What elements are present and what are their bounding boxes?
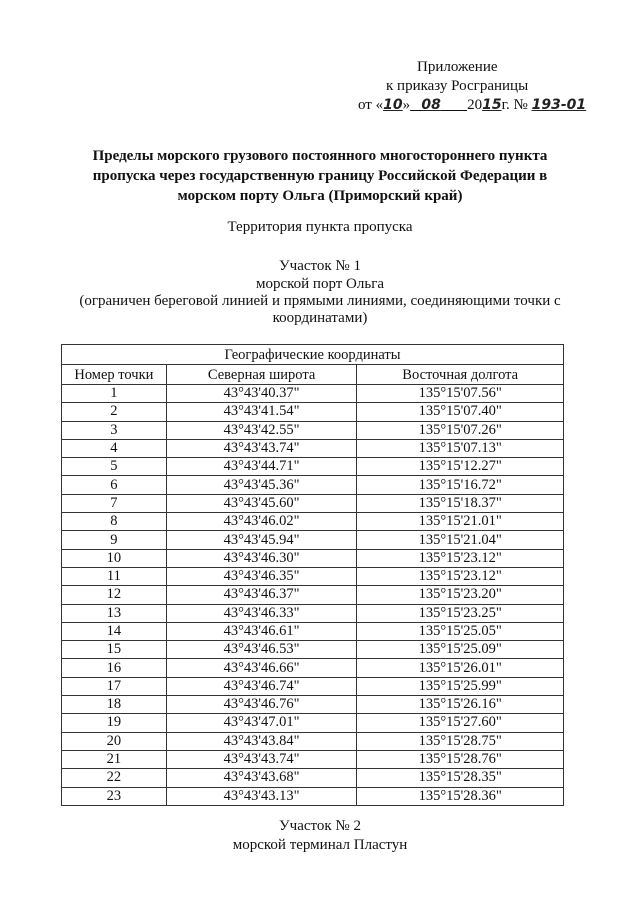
table-row (62, 476, 564, 494)
latitude-cell: 43°43'46.37" (166, 586, 357, 604)
latitude-cell: 43°43'43.13" (166, 787, 357, 805)
table-row (62, 549, 564, 567)
longitude-cell: 135°15'23.25" (357, 604, 564, 622)
point-number-cell: 2 (62, 403, 167, 421)
handwritten-day: 10 (383, 97, 403, 113)
column-header-longitude: Восточная долгота (357, 365, 564, 385)
section1-name: морской порт Ольга (255, 276, 385, 292)
latitude-cell: 43°43'40.37" (166, 385, 357, 403)
longitude-cell: 135°15'07.56" (357, 385, 564, 403)
longitude-cell: 135°15'07.26" (357, 421, 564, 439)
longitude-cell: 135°15'26.16" (357, 696, 564, 714)
longitude-cell: 135°15'23.20" (357, 586, 564, 604)
coordinates-table (61, 344, 564, 806)
latitude-cell: 43°43'46.74" (166, 677, 357, 695)
latitude-cell: 43°43'41.54" (166, 403, 357, 421)
table-row (62, 696, 564, 714)
table-row (62, 659, 564, 677)
point-number-cell: 3 (62, 421, 167, 439)
point-number-cell: 21 (62, 750, 167, 768)
group-header: Географические координаты (62, 345, 564, 365)
point-number-cell: 15 (62, 641, 167, 659)
point-number-cell: 12 (62, 586, 167, 604)
point-number-cell: 9 (62, 531, 167, 549)
title-line-2: пропуска через государственную границу Российской Федерации в (92, 168, 548, 184)
number-prefix: г. № (501, 97, 528, 113)
latitude-cell: 43°43'44.71" (166, 458, 357, 476)
point-number-cell: 5 (62, 458, 167, 476)
table-row (62, 513, 564, 531)
latitude-cell: 43°43'42.55" (166, 421, 357, 439)
longitude-cell: 135°15'21.01" (357, 513, 564, 531)
year-prefix: 20 (467, 97, 483, 113)
latitude-cell: 43°43'46.66" (166, 659, 357, 677)
longitude-cell: 135°15'23.12" (357, 567, 564, 585)
table-row (62, 769, 564, 787)
point-number-cell: 16 (62, 659, 167, 677)
latitude-cell: 43°43'45.60" (166, 494, 357, 512)
handwritten-year: 15 (482, 97, 502, 113)
point-number-cell: 23 (62, 787, 167, 805)
longitude-cell: 135°15'12.27" (357, 458, 564, 476)
handwritten-number: 193-01 (531, 97, 587, 113)
section1-note-line2: координатами) (272, 310, 368, 326)
longitude-cell: 135°15'21.04" (357, 531, 564, 549)
handwritten-month: 08 (421, 97, 441, 113)
point-number-cell: 13 (62, 604, 167, 622)
point-number-cell: 17 (62, 677, 167, 695)
latitude-cell: 43°43'45.36" (166, 476, 357, 494)
title-line-3: морском порту Ольга (Приморский край) (177, 188, 463, 204)
longitude-cell: 135°15'25.99" (357, 677, 564, 695)
table-row (62, 403, 564, 421)
appendix-label: Приложение (417, 59, 498, 75)
longitude-cell: 135°15'25.05" (357, 622, 564, 640)
point-number-cell: 1 (62, 385, 167, 403)
date-mid: » (402, 97, 411, 113)
latitude-cell: 43°43'47.01" (166, 714, 357, 732)
longitude-cell: 135°15'07.40" (357, 403, 564, 421)
table-row (62, 622, 564, 640)
latitude-cell: 43°43'46.30" (166, 549, 357, 567)
point-number-cell: 11 (62, 567, 167, 585)
column-header-latitude: Северная широта (166, 365, 357, 385)
point-number-cell: 10 (62, 549, 167, 567)
table-row (62, 732, 564, 750)
point-number-cell: 22 (62, 769, 167, 787)
table-row (62, 439, 564, 457)
latitude-cell: 43°43'46.02" (166, 513, 357, 531)
table-row (62, 421, 564, 439)
order-date-line (358, 97, 586, 114)
table-row (62, 458, 564, 476)
table-row (62, 567, 564, 585)
latitude-cell: 43°43'46.33" (166, 604, 357, 622)
latitude-cell: 43°43'43.84" (166, 732, 357, 750)
point-number-cell: 4 (62, 439, 167, 457)
latitude-cell: 43°43'46.61" (166, 622, 357, 640)
point-number-cell: 18 (62, 696, 167, 714)
table-row (62, 641, 564, 659)
latitude-cell: 43°43'46.53" (166, 641, 357, 659)
section1-heading: Участок № 1 (279, 258, 361, 274)
longitude-cell: 135°15'23.12" (357, 549, 564, 567)
longitude-cell: 135°15'28.75" (357, 732, 564, 750)
point-number-cell: 6 (62, 476, 167, 494)
longitude-cell: 135°15'27.60" (357, 714, 564, 732)
longitude-cell: 135°15'18.37" (357, 494, 564, 512)
date-prefix: от « (358, 97, 384, 113)
latitude-cell: 43°43'43.68" (166, 769, 357, 787)
latitude-cell: 43°43'46.35" (166, 567, 357, 585)
longitude-cell: 135°15'28.35" (357, 769, 564, 787)
section1-note-line1: (ограничен береговой линией и прямыми линиями, соединяющими точки с (79, 293, 561, 309)
table-row (62, 494, 564, 512)
table-row (62, 604, 564, 622)
table-row (62, 531, 564, 549)
order-reference: к приказу Росграницы (386, 78, 529, 94)
latitude-cell: 43°43'46.76" (166, 696, 357, 714)
table-row (62, 677, 564, 695)
longitude-cell: 135°15'07.13" (357, 439, 564, 457)
latitude-cell: 43°43'45.94" (166, 531, 357, 549)
subtitle: Территория пункта пропуска (227, 219, 413, 235)
table-row (62, 714, 564, 732)
table-row (62, 385, 564, 403)
table-row (62, 787, 564, 805)
title-line-1: Пределы морского грузового постоянного многостороннего пункта (92, 148, 548, 164)
point-number-cell: 20 (62, 732, 167, 750)
point-number-cell: 8 (62, 513, 167, 531)
latitude-cell: 43°43'43.74" (166, 439, 357, 457)
point-number-cell: 14 (62, 622, 167, 640)
column-header-point: Номер точки (62, 365, 167, 385)
table-row (62, 586, 564, 604)
table-row (62, 750, 564, 768)
point-number-cell: 7 (62, 494, 167, 512)
longitude-cell: 135°15'25.09" (357, 641, 564, 659)
longitude-cell: 135°15'28.76" (357, 750, 564, 768)
latitude-cell: 43°43'43.74" (166, 750, 357, 768)
point-number-cell: 19 (62, 714, 167, 732)
longitude-cell: 135°15'16.72" (357, 476, 564, 494)
section2-name: морской терминал Пластун (232, 837, 408, 853)
longitude-cell: 135°15'26.01" (357, 659, 564, 677)
longitude-cell: 135°15'28.36" (357, 787, 564, 805)
section2-heading: Участок № 2 (279, 818, 361, 834)
